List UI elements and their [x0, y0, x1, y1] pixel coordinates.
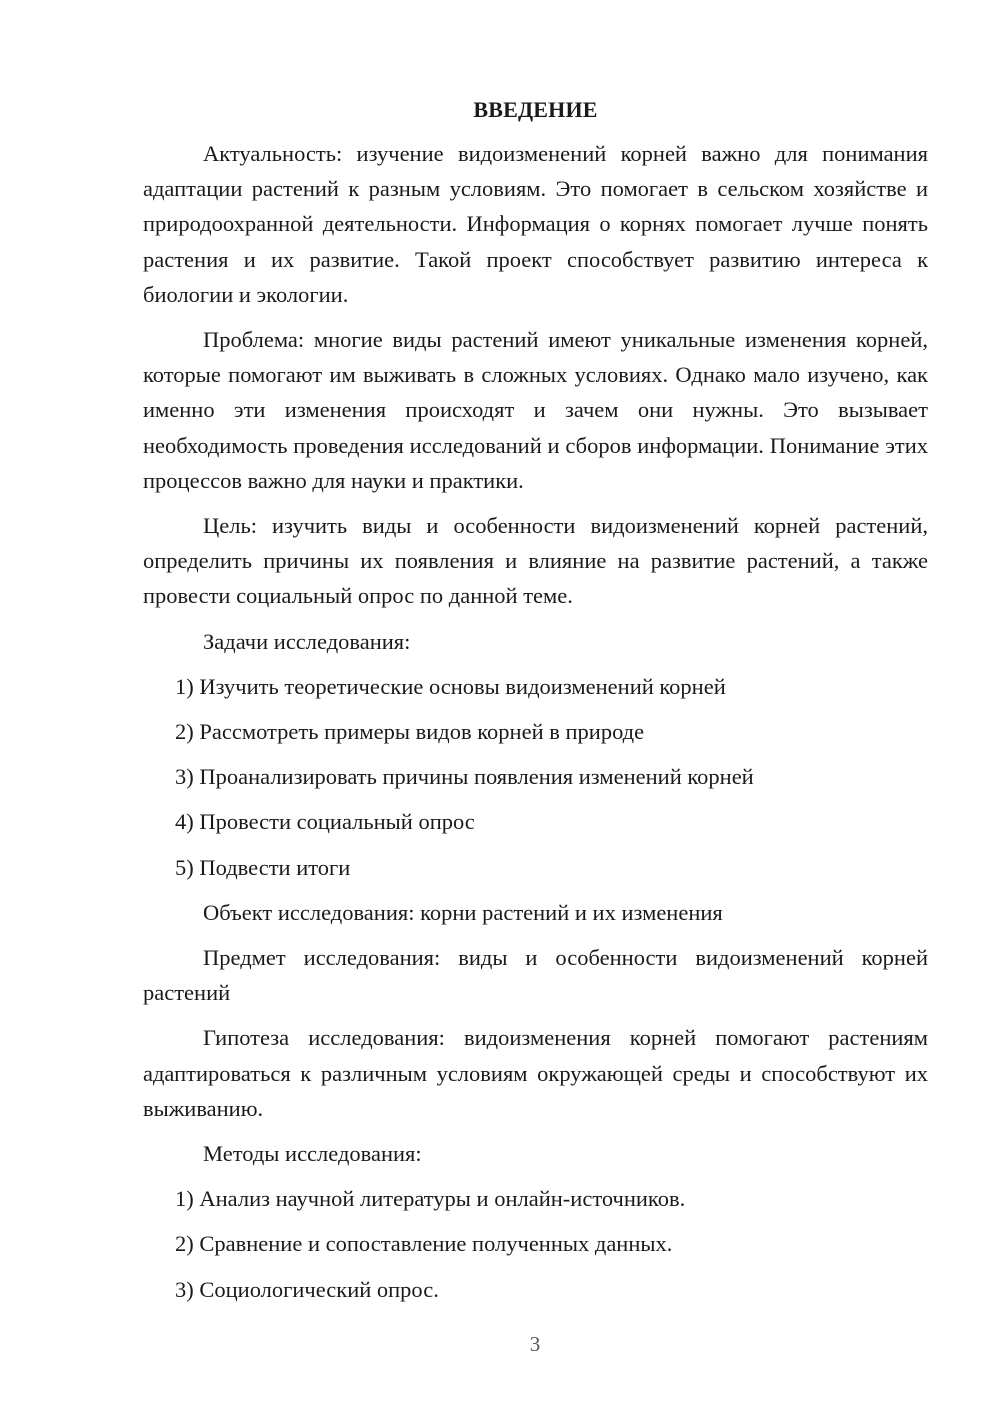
methods-list [143, 1181, 928, 1307]
tasks-list [143, 669, 928, 885]
methods-heading: Методы исследования: [203, 1141, 422, 1167]
list-item: 3) Социологический опрос. [175, 1276, 439, 1302]
goal-paragraph: Цель: изучить виды и особенности видоизменений корней растений, определить причины их появления и влияние на развитие растений, а также провести социальный опрос по данной теме. [143, 513, 928, 609]
list-item: 4) Провести социальный опрос [175, 809, 475, 835]
page-title: ВВЕДЕНИЕ [473, 97, 598, 122]
list-item: 3) Проанализировать причины появления изменений корней [175, 764, 754, 790]
list-item: 1) Изучить теоретические основы видоизменений корней [175, 673, 726, 699]
relevance-paragraph: Актуальность: изучение видоизменений корней важно для понимания адаптации растений к разным условиям. Это помогает в сельском хозяйстве и природоохранной деятельности. Информация о корнях помогает лучше понять растения и их развитие. Такой проект способствует развитию интереса к биологии и экологии. [143, 141, 928, 307]
tasks-heading: Задачи исследования: [203, 628, 411, 654]
subject-paragraph: Предмет исследования: виды и особенности видоизменений корней растений [143, 945, 928, 1006]
object-paragraph: Объект исследования: корни растений и их изменения [203, 899, 723, 925]
document-page [143, 95, 928, 1317]
list-item: 2) Сравнение и сопоставление полученных данных. [175, 1231, 673, 1257]
list-item: 1) Анализ научной литературы и онлайн-источников. [175, 1186, 686, 1212]
problem-paragraph: Проблема: многие виды растений имеют уникальные изменения корней, которые помогают им выживать в сложных условиях. Однако мало изучено, как именно эти изменения происходят и зачем они нужны. Это вызывает необходимость проведения исследований и сборов информации. Понимание этих процессов важно для науки и практики. [143, 327, 928, 493]
list-item: 2) Рассмотреть примеры видов корней в природе [175, 719, 645, 745]
hypothesis-paragraph: Гипотеза исследования: видоизменения корней помогают растениям адаптироваться к различным условиям окружающей среды и способствуют их выживанию. [143, 1025, 928, 1121]
page-number: 3 [529, 1332, 541, 1356]
list-item: 5) Подвести итоги [175, 854, 351, 880]
